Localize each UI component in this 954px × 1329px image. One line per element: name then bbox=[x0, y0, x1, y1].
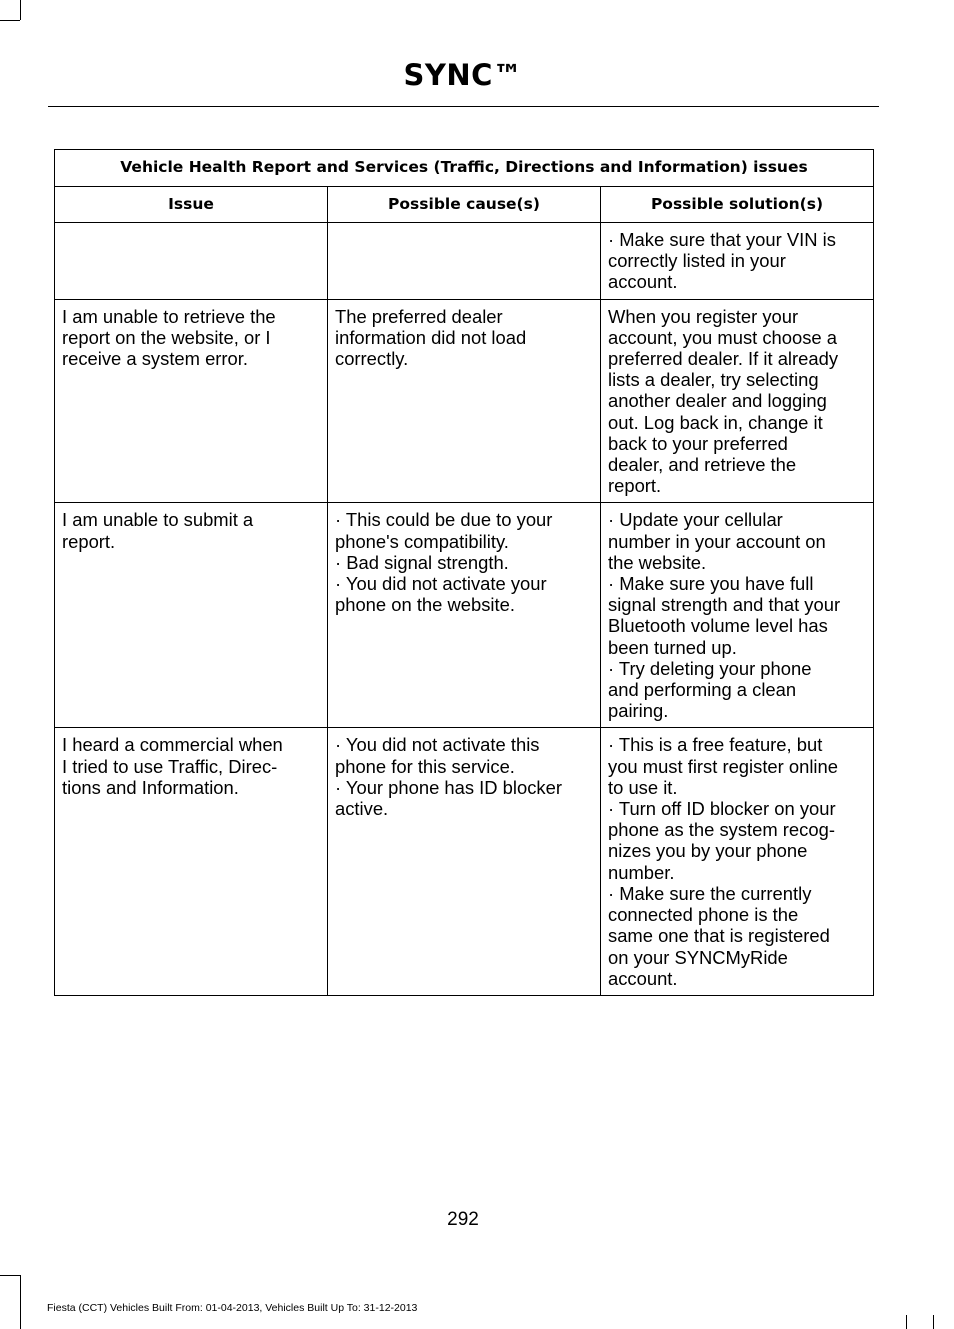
cell-text-line: phone's compatibility. bbox=[335, 530, 509, 552]
crop-mark bbox=[0, 1275, 20, 1276]
cell-text-line: · Bad signal strength. bbox=[335, 551, 509, 573]
crop-mark bbox=[20, 1275, 21, 1329]
cell-text-line: number. bbox=[608, 861, 675, 883]
cell-text-line: dealer, and retrieve the bbox=[608, 454, 797, 476]
cell-text-line: active. bbox=[335, 798, 389, 820]
cell-solution bbox=[601, 728, 874, 995]
cell-text-line: correctly listed in your bbox=[608, 250, 786, 272]
cell-text-line: preferred dealer. If it already bbox=[608, 348, 839, 370]
column-header-issue: Issue bbox=[55, 187, 328, 223]
cell-text-line: · This could be due to your bbox=[335, 509, 553, 531]
cell-cause bbox=[328, 728, 601, 995]
cell-solution bbox=[601, 223, 874, 300]
cell-text-line: · Make sure you have full bbox=[608, 573, 814, 595]
cell-text-line: signal strength and that your bbox=[608, 594, 841, 616]
crop-mark bbox=[906, 1315, 907, 1329]
cell-text-line: I am unable to retrieve the bbox=[62, 305, 276, 327]
cell-text-line: · Make sure the currently bbox=[608, 882, 812, 904]
cell-text-line: connected phone is the bbox=[608, 904, 799, 926]
column-header-solution: Possible solution(s) bbox=[601, 187, 874, 223]
cell-text-line: to use it. bbox=[608, 776, 678, 798]
cell-text-line: tions and Information. bbox=[62, 776, 239, 798]
cell-text-line: and performing a clean bbox=[608, 679, 797, 701]
cell-cause bbox=[328, 223, 601, 300]
cell-text-line: · Turn off ID blocker on your bbox=[608, 798, 836, 820]
cell-text-line: account, you must choose a bbox=[608, 326, 837, 348]
cell-text-line: on your SYNCMyRide bbox=[608, 946, 788, 968]
cell-text-line: information did not load bbox=[335, 326, 527, 348]
cell-text-line: I heard a commercial when bbox=[62, 734, 283, 756]
cell-text-line: back to your preferred bbox=[608, 432, 788, 454]
cell-text-line: I tried to use Traffic, Direc- bbox=[62, 755, 278, 777]
crop-mark bbox=[933, 1315, 934, 1329]
cell-text-line: account. bbox=[608, 967, 678, 989]
cell-text-line: When you register your bbox=[608, 305, 799, 327]
cell-text-line: phone for this service. bbox=[335, 755, 515, 777]
table-row bbox=[55, 728, 874, 995]
cell-issue bbox=[55, 503, 328, 728]
page-number: 292 bbox=[447, 1209, 479, 1230]
cell-text-line: The preferred dealer bbox=[335, 305, 503, 327]
cell-issue bbox=[55, 728, 328, 995]
cell-text-line: correctly. bbox=[335, 348, 409, 370]
column-header-cause: Possible cause(s) bbox=[328, 187, 601, 223]
cell-text-line: · You did not activate your bbox=[335, 573, 547, 595]
header-rule bbox=[48, 106, 879, 107]
cell-text-line: · You did not activate this bbox=[335, 734, 540, 756]
cell-issue bbox=[55, 299, 328, 503]
cell-cause bbox=[328, 299, 601, 503]
cell-text-line: nizes you by your phone bbox=[608, 840, 808, 862]
issues-table bbox=[54, 149, 874, 996]
crop-mark bbox=[0, 20, 20, 21]
cell-text-line: out. Log back in, change it bbox=[608, 411, 823, 433]
cell-text-line: another dealer and logging bbox=[608, 390, 827, 412]
cell-text-line: same one that is registered bbox=[608, 925, 830, 947]
table-caption: Vehicle Health Report and Services (Traffic, Directions and Information) issues bbox=[55, 150, 874, 187]
cell-text-line: pairing. bbox=[608, 700, 669, 722]
cell-text-line: the website. bbox=[608, 551, 707, 573]
cell-text-line: report. bbox=[62, 530, 116, 552]
table-caption-row bbox=[55, 150, 874, 187]
crop-mark bbox=[20, 0, 21, 20]
cell-solution bbox=[601, 299, 874, 503]
cell-text-line: phone on the website. bbox=[335, 594, 515, 616]
cell-text-line: lists a dealer, try selecting bbox=[608, 369, 819, 391]
table-row bbox=[55, 223, 874, 300]
cell-text-line: you must first register online bbox=[608, 755, 838, 777]
cell-text-line: report. bbox=[608, 475, 662, 497]
cell-text-line: been turned up. bbox=[608, 636, 737, 658]
cell-text-line: phone as the system recog- bbox=[608, 819, 835, 841]
cell-text-line: receive a system error. bbox=[62, 348, 249, 370]
cell-text-line: Bluetooth volume level has bbox=[608, 615, 828, 637]
cell-text-line: · Your phone has ID blocker bbox=[335, 776, 562, 798]
cell-text-line: · Try deleting your phone bbox=[608, 657, 812, 679]
cell-text-line: · This is a free feature, but bbox=[608, 734, 823, 756]
cell-text-line: · Make sure that your VIN is bbox=[608, 229, 836, 250]
section-title: SYNC™ bbox=[403, 58, 523, 92]
cell-text-line: · Update your cellular bbox=[608, 509, 783, 531]
cell-solution bbox=[601, 503, 874, 728]
cell-text-line: number in your account on bbox=[608, 530, 826, 552]
table-row bbox=[55, 503, 874, 728]
cell-text-line: I am unable to submit a bbox=[62, 509, 254, 531]
cell-cause bbox=[328, 503, 601, 728]
cell-issue bbox=[55, 223, 328, 300]
table-row bbox=[55, 299, 874, 503]
table-body bbox=[55, 223, 874, 996]
table-header-row bbox=[55, 187, 874, 223]
footer-vehicle-info: Fiesta (CCT) Vehicles Built From: 01-04-2013, Vehicles Built Up To: 31-12-2013 bbox=[47, 1302, 418, 1314]
cell-text-line: account. bbox=[608, 271, 678, 293]
cell-text-line: report on the website, or I bbox=[62, 326, 271, 348]
